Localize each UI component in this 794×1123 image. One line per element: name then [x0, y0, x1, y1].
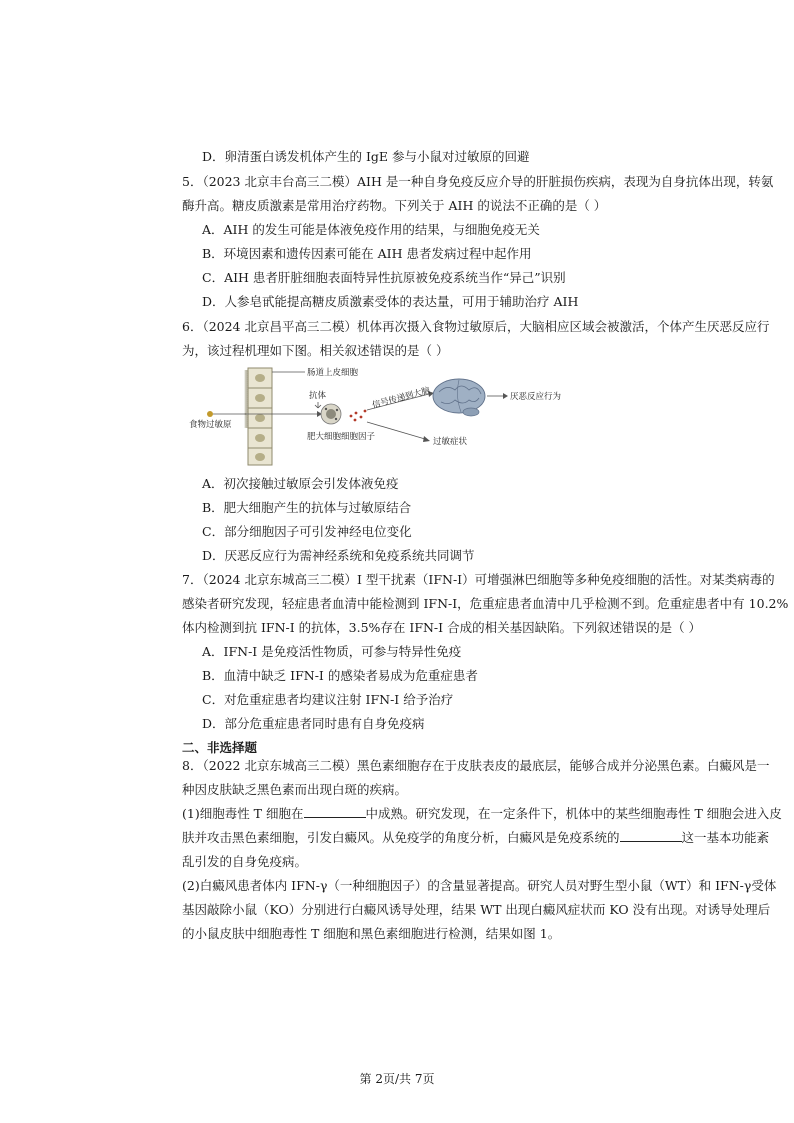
q8-part2-line-3: 的小鼠皮肤中细胞毒性 T 细胞和黑色素细胞进行检测，结果如图 1。	[182, 926, 561, 941]
answer-blank-1[interactable]	[304, 805, 366, 818]
label-signal: 信号传递到大脑	[371, 385, 432, 411]
q7-option-b: B．血清中缺乏 IFN-I 的感染者易成为危重症患者	[202, 668, 478, 683]
q6-mechanism-figure	[185, 364, 605, 469]
q8-stem-line-2: 种因皮肤缺乏黑色素而出现白斑的疾病。	[182, 782, 408, 797]
q6-option-b: B．肥大细胞产生的抗体与过敏原结合	[202, 500, 412, 515]
q6-option-a: A．初次接触过敏原会引发体液免疫	[202, 476, 399, 491]
antibody-icon	[315, 402, 321, 408]
q5-option-a: A．AIH 的发生可能是体液免疫作用的结果，与细胞免疫无关	[202, 222, 540, 237]
q5-option-b: B．环境因素和遗传因素可能在 AIH 患者发病过程中起作用	[202, 246, 532, 261]
intestinal-epithelium	[245, 368, 272, 465]
brain-icon	[433, 379, 485, 416]
q8-part2-line-2: 基因敲除小鼠（KO）分别进行白癜风诱导处理，结果 WT 出现白癜风症状而 KO 没有出现。对诱导处理后	[182, 902, 771, 917]
label-cytokine: 细胞因子	[341, 432, 376, 442]
q7-stem-line-1: 7．（2024 北京东城高三二模）I 型干扰素（IFN-I）可增强淋巴细胞等多种免疫细胞的活性。对某类病毒的	[182, 572, 775, 587]
q6-option-c: C．部分细胞因子可引发神经电位变化	[202, 524, 412, 539]
q8-part2-line-1: (2)白癜风患者体内 IFN-γ（一种细胞因子）的含量显著提高。研究人员对野生型小鼠（WT）和 IFN-γ受体	[182, 878, 777, 893]
q8-part1-line-1: (1)细胞毒性 T 细胞在 中成熟。研究发现，在一定条件下，机体中的某些细胞毒性 T 细胞会进入皮	[182, 806, 782, 821]
q5-stem-line-1: 5．（2023 北京丰台高三二模）AIH 是一种自身免疫反应介导的肝脏损伤疾病，表现为自身抗体出现，转氨	[182, 174, 774, 189]
label-antibody: 抗体	[309, 391, 327, 401]
q8-part1-line-3: 乱引发的自身免疫病。	[182, 854, 308, 869]
answer-blank-2[interactable]	[620, 829, 682, 842]
q6-stem-line-2: 为，该过程机理如下图。相关叙述错误的是（ ）	[182, 343, 449, 358]
cytokine-dots	[350, 410, 367, 422]
q7-option-c: C．对危重症患者均建议注射 IFN-I 给予治疗	[202, 692, 454, 707]
label-allergen: 食物过敏原	[189, 420, 232, 430]
q7-option-a: A．IFN-I 是免疫活性物质，可参与特异性免疫	[202, 644, 462, 659]
label-epithelium: 肠道上皮细胞	[307, 368, 359, 378]
q5-option-c: C．AIH 患者肝脏细胞表面特异性抗原被免疫系统当作“异己”识别	[202, 270, 566, 285]
q5-stem-line-2: 酶升高。糖皮质激素是常用治疗药物。下列关于 AIH 的说法不正确的是（ ）	[182, 198, 607, 213]
q5-option-d: D．人参皂甙能提高糖皮质激素受体的表达量，可用于辅助治疗 AIH	[202, 294, 579, 309]
label-aversion: 厌恶反应行为	[510, 392, 562, 402]
section-heading: 二、非选择题	[182, 740, 258, 755]
label-symptom: 过敏症状	[433, 437, 468, 447]
allergen-dot	[207, 411, 213, 417]
q6-option-d: D．厌恶反应行为需神经系统和免疫系统共同调节	[202, 548, 475, 563]
q6-stem-line-1: 6．（2024 北京昌平高三二模）机体再次摄入食物过敏原后，大脑相应区域会被激活，个体产生厌恶反应行	[182, 319, 770, 334]
mast-cell-icon	[321, 404, 341, 424]
q8-stem-line-1: 8．（2022 北京东城高三二模）黑色素细胞存在于皮肤表皮的最底层，能够合成并分泌黑色素。白癜风是一	[182, 758, 770, 773]
q7-option-d: D．部分危重症患者同时患有自身免疫病	[202, 716, 425, 731]
q8-part1-line-2: 肤并攻击黑色素细胞，引发白癜风。从免疫学的角度分析，白癜风是免疫系统的 这一基本功能紊	[182, 830, 770, 845]
q7-stem-line-3: 体内检测到抗 IFN-I 的抗体，3.5%存在 IFN-I 合成的相关基因缺陷。下列叙述错误的是（ ）	[182, 620, 702, 635]
label-mast-cell: 肥大细胞	[307, 432, 342, 442]
symptom-arrow	[367, 422, 425, 439]
page-footer: 第 2页/共 7页	[359, 1072, 435, 1086]
q4-option-d: D．卵清蛋白诱发机体产生的 IgE 参与小鼠对过敏原的回避	[202, 149, 530, 164]
q7-stem-line-2: 感染者研究发现，轻症患者血清中能检测到 IFN-I，危重症患者血清中几乎检测不到。危重症患者中有 10.2%	[182, 596, 789, 611]
